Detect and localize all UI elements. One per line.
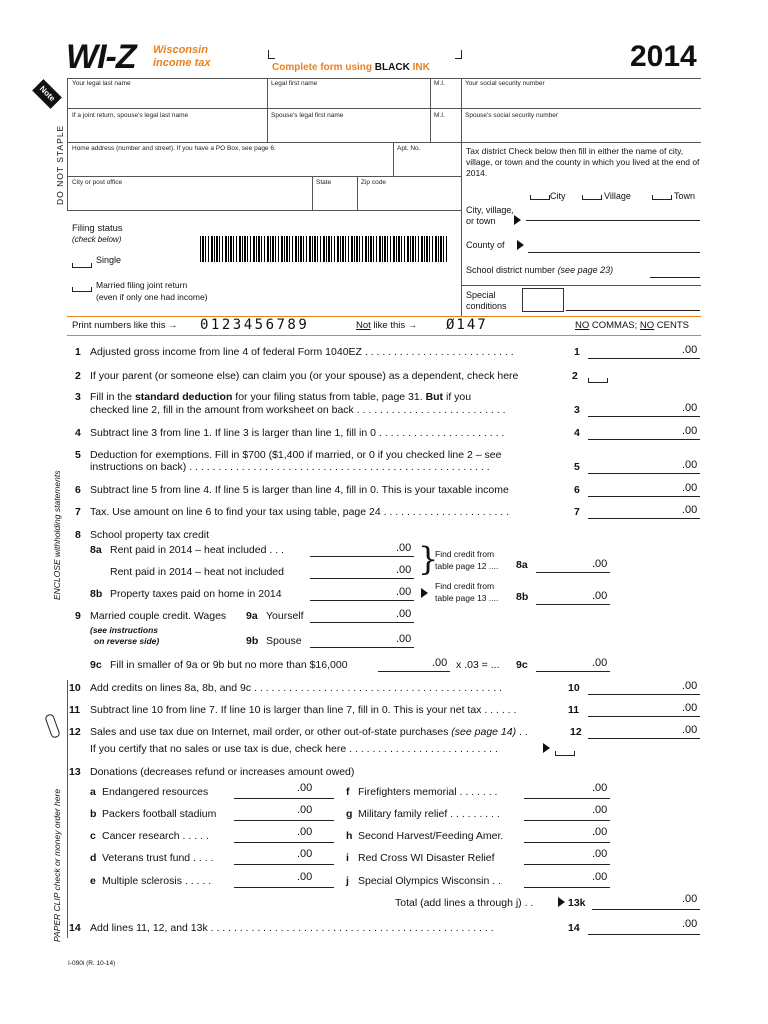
line-9a-text: Yourself — [266, 610, 304, 622]
apt-label: Apt. No. — [397, 145, 421, 152]
grid-top — [67, 78, 701, 79]
line-3-text — [90, 391, 471, 403]
line-12-text-main: Sales and use tax due on Internet, mail order, or other out-of-state purchases — [90, 726, 449, 738]
state-label: State — [316, 179, 332, 186]
village-checkbox[interactable] — [582, 195, 602, 200]
line-2-number: 2 — [75, 370, 81, 382]
donation-d-amount[interactable] — [234, 864, 334, 865]
your-first-name-field[interactable] — [268, 88, 429, 107]
donation-e-cents: .00 — [297, 871, 313, 883]
donation-b-letter: b — [90, 808, 97, 820]
line-10-ref: 10 — [568, 682, 580, 694]
line-6-text: Subtract line 5 from line 4. If line 5 is larger than line 4, fill in 0. This is your taxable income — [90, 484, 509, 496]
line-8a-find-1: Find credit from — [435, 549, 495, 559]
line-8b-credit-amount[interactable] — [536, 604, 610, 605]
line-8-number: 8 — [75, 529, 81, 541]
line-8b-label: 8b — [90, 588, 103, 600]
line-1-amount[interactable] — [588, 358, 700, 359]
line-3-bold: standard deduction — [134, 391, 233, 403]
grid-row5 — [67, 210, 461, 211]
donation-d-letter: d — [90, 852, 97, 864]
tax-year: 2014 — [630, 40, 697, 73]
donation-f-cents: .00 — [592, 782, 608, 794]
county-arrow-icon — [517, 240, 524, 250]
grid-col-ssn — [461, 78, 462, 316]
home-address-label: Home address (number and street). If you have a PO Box, see page 6. — [72, 145, 276, 152]
line-9-text: Married couple credit. Wages — [90, 610, 227, 622]
your-mi-label: M.I. — [434, 80, 445, 87]
line-8a-brace-icon: } — [418, 540, 439, 578]
line-12-ref: 12 — [570, 726, 582, 738]
enclose-withholding: ENCLOSE withholding statements — [52, 470, 62, 600]
line-7-ref: 7 — [574, 506, 580, 518]
line-3-text-b: for your filing status from table, page 31. — [232, 391, 426, 403]
spouse-first-name-label: Spouse's legal first name — [271, 112, 344, 119]
line-8a-2-text: Rent paid in 2014 – heat not included — [110, 566, 284, 578]
line-5-amount[interactable] — [588, 473, 700, 474]
line-12-number: 12 — [69, 726, 81, 738]
grid-row3 — [67, 142, 461, 143]
line-12-certify-checkbox[interactable] — [555, 751, 575, 756]
no-word-1: NO — [575, 320, 590, 331]
line-13k-arrow-icon — [558, 897, 565, 907]
donation-j-label: Special Olympics Wisconsin . . — [358, 875, 501, 887]
line-1-cents: .00 — [682, 344, 698, 356]
not-like-text: like this → — [370, 320, 418, 331]
special-conditions-label-2: conditions — [466, 301, 507, 311]
line-3-number: 3 — [75, 391, 81, 403]
line-5-text: Deduction for exemptions. Fill in $700 ($1,400 if married, or 0 if you checked line 2 – see — [90, 449, 502, 461]
bad-sample: Ø147 — [446, 317, 488, 333]
your-ssn-label: Your social security number — [465, 80, 545, 87]
cvt-field[interactable] — [526, 220, 700, 221]
line-8b-arrow-icon — [421, 588, 428, 598]
line-6-cents: .00 — [682, 482, 698, 494]
line-7-number: 7 — [75, 506, 81, 518]
line-9c-multiplier: x .03 = ... — [456, 659, 500, 671]
paper-clip-icon — [44, 713, 61, 739]
barcode — [200, 236, 448, 262]
line-8a-heat-included-cents: .00 — [396, 542, 412, 554]
donation-b-amount[interactable] — [234, 820, 334, 821]
line-7-amount[interactable] — [588, 518, 700, 519]
line-11-number: 11 — [69, 704, 81, 716]
line-12-certify-text: If you certify that no sales or use tax is due, check here . . . . . . . . . . . . . . . . . . . . . . . . . . — [90, 743, 498, 755]
line-3-ref: 3 — [574, 404, 580, 416]
grid-col-apt — [393, 142, 394, 176]
line-9c-label: 9c — [90, 659, 102, 671]
commas-word: COMMAS; — [589, 320, 640, 331]
county-field[interactable] — [528, 252, 700, 253]
line-14-number: 14 — [69, 922, 81, 934]
note-tag-text: Note — [37, 84, 57, 104]
line-12-amount[interactable] — [588, 738, 700, 739]
your-last-name-label: Your legal last name — [72, 80, 131, 87]
line-11-ref: 11 — [568, 704, 580, 716]
line-13k-amount[interactable] — [592, 909, 700, 910]
line-8a-heat-not-included-amount[interactable] — [310, 578, 414, 579]
line-13k-cents: .00 — [682, 893, 698, 905]
donation-j-cents: .00 — [592, 871, 608, 883]
donation-h-amount[interactable] — [524, 842, 610, 843]
not-like-label — [356, 320, 417, 331]
line-5-number: 5 — [75, 449, 81, 461]
spouse-mi-label: M.I. — [434, 112, 445, 119]
donation-a-label: Endangered resources — [102, 786, 209, 798]
line-4-ref: 4 — [574, 427, 580, 439]
line-8b-text: Property taxes paid on home in 2014 — [110, 588, 282, 600]
line-7-text: Tax. Use amount on line 6 to find your tax using table, page 24 . . . . . . . . . . . . . . . . . . . . . . — [90, 506, 510, 518]
line-9-see-2: on reverse side) — [94, 636, 160, 646]
line-5-text-2: instructions on back) . . . . . . . . . . . . . . . . . . . . . . . . . . . . . . . . . . . . . . . . . . . . . . . . . . . . — [90, 461, 490, 473]
donation-j-letter: j — [346, 875, 349, 887]
line-6-number: 6 — [75, 484, 81, 496]
line-5-cents: .00 — [682, 459, 698, 471]
line-10-cents: .00 — [682, 680, 698, 692]
print-sample: 0123456789 — [200, 317, 310, 333]
form-code: I-090i (R. 10-14) — [68, 960, 116, 967]
line-8b-find-1: Find credit from — [435, 581, 495, 591]
village-option-label: Village — [604, 191, 631, 201]
line-2-checkbox[interactable] — [588, 378, 608, 383]
donation-h-letter: h — [346, 830, 353, 842]
school-district-text: School district number — [466, 265, 556, 275]
line-8a-heat-not-included-cents: .00 — [396, 564, 412, 576]
donation-i-amount[interactable] — [524, 864, 610, 865]
line-14-ref: 14 — [568, 922, 580, 934]
your-first-name-label: Legal first name — [271, 80, 318, 87]
line-12-arrow-icon — [543, 743, 550, 753]
donation-c-label: Cancer research . . . . . — [102, 830, 209, 842]
donation-i-letter: i — [346, 852, 349, 864]
mfj-checkbox[interactable] — [72, 287, 92, 292]
agency-line2: income tax — [153, 57, 211, 69]
grid-right-row3 — [461, 142, 701, 143]
line-9b-text: Spouse — [266, 635, 302, 647]
donation-h-label: Second Harvest/Feeding Amer. — [358, 830, 504, 842]
line-7-cents: .00 — [682, 504, 698, 516]
line-9c-credit-amount[interactable] — [536, 671, 610, 672]
line-12-cents: .00 — [682, 724, 698, 736]
line-10-number: 10 — [69, 682, 81, 694]
line-1-ref: 1 — [574, 346, 580, 358]
city-checkbox[interactable] — [530, 195, 550, 200]
line-3-text-a: Fill in the — [90, 391, 135, 403]
donation-e-letter: e — [90, 875, 96, 887]
filing-status-label: Filing status — [72, 223, 123, 234]
grid-special-top — [461, 285, 701, 286]
grid-col-zip — [357, 176, 358, 210]
line-9c-wages-cents: .00 — [432, 657, 448, 669]
line-9a-label: 9a — [246, 610, 258, 622]
line-9c-credit-cents: .00 — [592, 657, 608, 669]
line-14-text: Add lines 11, 12, and 13k . . . . . . . . . . . . . . . . . . . . . . . . . . . . . . . . . . . . . . . . . . . . . . . . . — [90, 922, 494, 934]
county-label: County of — [466, 240, 505, 250]
cvt-label-2: or town — [466, 216, 496, 226]
line-14-amount[interactable] — [588, 934, 700, 935]
line-4-amount[interactable] — [588, 439, 700, 440]
line-13-text: Donations (decreases refund or increases amount owed) — [90, 766, 355, 778]
line-3-text-2: checked line 2, fill in the amount from worksheet on back . . . . . . . . . . . . . . . . . . . . . . . . . . — [90, 404, 506, 416]
donation-a-cents: .00 — [297, 782, 313, 794]
donation-d-cents: .00 — [297, 848, 313, 860]
note-tag — [32, 79, 62, 109]
zip-label: Zip code — [361, 179, 386, 186]
city-option-label: City — [550, 191, 566, 201]
city-label: City or post office — [72, 179, 123, 186]
line-8a-text: Rent paid in 2014 – heat included . . . — [110, 544, 284, 556]
line-13k-text: Total (add lines a through j) . . — [395, 897, 534, 909]
line-8b-property-tax-cents: .00 — [396, 586, 412, 598]
line-1-text: Adjusted gross income from line 4 of federal Form 1040EZ . . . . . . . . . . . . . . . . . . . . . . . . . . — [90, 346, 514, 358]
donation-f-letter: f — [346, 786, 350, 798]
no-commas-label — [575, 320, 689, 331]
ink-prefix: Complete form using — [272, 62, 373, 73]
line-3-cents: .00 — [682, 402, 698, 414]
cents-word: CENTS — [654, 320, 690, 331]
town-option-label: Town — [674, 191, 696, 201]
donation-g-amount[interactable] — [524, 820, 610, 821]
line-9c-wages-amount[interactable] — [378, 671, 450, 672]
line-12-text — [90, 726, 528, 738]
donation-j-amount[interactable] — [524, 887, 610, 888]
line-8a-credit-cents: .00 — [592, 558, 608, 570]
print-like-label: Print numbers like this → — [72, 320, 178, 331]
line-14-cents: .00 — [682, 918, 698, 930]
line-11-amount[interactable] — [588, 716, 700, 717]
line-9b-cents: .00 — [396, 633, 412, 645]
cvt-label-1: City, village, — [466, 205, 514, 215]
donation-b-cents: .00 — [297, 804, 313, 816]
line-12-dots: . . — [516, 726, 528, 738]
line-6-amount[interactable] — [588, 496, 700, 497]
donation-a-amount[interactable] — [234, 798, 334, 799]
line-9a-amount[interactable] — [310, 622, 414, 623]
line-8a-ref: 8a — [516, 559, 528, 571]
donation-c-amount[interactable] — [234, 842, 334, 843]
donation-a-letter: a — [90, 786, 96, 798]
corner-mark-left — [268, 50, 275, 59]
line-4-number: 4 — [75, 427, 81, 439]
agency-line1: Wisconsin — [153, 44, 208, 56]
paper-clip-label: PAPER CLIP check or money order here — [52, 788, 62, 942]
mfj-label-2: (even if only one had income) — [96, 292, 208, 302]
line-9b-amount[interactable] — [310, 647, 414, 648]
your-ssn-field[interactable] — [462, 88, 700, 107]
tax-district-text: Tax district Check below then fill in either the name of city, village, or town and the county in which you lived at the end of 2014. — [466, 146, 700, 178]
line-4-cents: .00 — [682, 425, 698, 437]
line-8a-find-2: table page 12 .... — [435, 561, 499, 571]
line-3-but: But — [425, 391, 444, 403]
line-8b-find-2: table page 13 .... — [435, 593, 499, 603]
your-last-name-field[interactable] — [68, 88, 266, 107]
line-8a-label: 8a — [90, 544, 102, 556]
school-district-ref: (see page 23) — [557, 265, 614, 275]
donation-i-label: Red Cross WI Disaster Relief — [358, 852, 495, 864]
corner-mark-right — [455, 50, 462, 59]
donation-g-letter: g — [346, 808, 353, 820]
grid-row2 — [67, 108, 701, 109]
ink-instruction — [272, 62, 430, 73]
line-13k-ref: 13k — [568, 897, 586, 909]
line-3-text-c: if you — [443, 391, 472, 403]
section-left-rule — [67, 680, 68, 938]
donation-i-cents: .00 — [592, 848, 608, 860]
form-id: WI-Z — [66, 38, 136, 76]
donation-d-label: Veterans trust fund . . . . — [102, 852, 214, 864]
school-district-label — [466, 265, 613, 275]
donation-b-label: Packers football stadium — [102, 808, 217, 820]
line-9-number: 9 — [75, 610, 81, 622]
grid-col-mi — [430, 78, 431, 142]
line-9a-cents: .00 — [396, 608, 412, 620]
line-10-amount[interactable] — [588, 694, 700, 695]
line-8b-property-tax-amount[interactable] — [310, 600, 414, 601]
donation-e-amount[interactable] — [234, 887, 334, 888]
line-11-text: Subtract line 10 from line 7. If line 10 is larger than line 7, fill in 0. This is your net tax . . . . . . — [90, 704, 517, 716]
grid-row4 — [67, 176, 461, 177]
donation-f-label: Firefighters memorial . . . . . . . — [358, 786, 498, 798]
line-8b-ref: 8b — [516, 591, 529, 603]
line-2-ref: 2 — [572, 370, 578, 382]
check-below-label: (check below) — [72, 235, 122, 244]
no-word-2: NO — [639, 320, 655, 331]
spouse-last-name-label: If a joint return, spouse's legal last name — [72, 112, 189, 119]
line-12-see-ref: (see page 14) — [451, 726, 517, 738]
donation-h-cents: .00 — [592, 826, 608, 838]
line-8a-heat-included-amount[interactable] — [310, 556, 414, 557]
donation-g-label: Military family relief . . . . . . . . . — [358, 808, 500, 820]
donation-c-letter: c — [90, 830, 96, 842]
school-district-field[interactable] — [650, 277, 700, 278]
mfj-label: Married filing joint return — [96, 280, 188, 290]
line-9c-text: Fill in smaller of 9a or 9b but no more than $16,000 — [110, 659, 348, 671]
line-8b-credit-cents: .00 — [592, 590, 608, 602]
single-checkbox[interactable] — [72, 263, 92, 268]
donation-e-label: Multiple sclerosis . . . . . — [102, 875, 212, 887]
line-8-text: School property tax credit — [90, 529, 210, 541]
cvt-arrow-icon — [514, 215, 521, 225]
line-10-text: Add credits on lines 8a, 8b, and 9c . . . . . . . . . . . . . . . . . . . . . . . . . . . . . . . . . . . . . . . . . . . — [90, 682, 502, 694]
donation-g-cents: .00 — [592, 804, 608, 816]
town-checkbox[interactable] — [652, 195, 672, 200]
line-2-text: If your parent (or someone else) can claim you (or your spouse) as a dependent, check here — [90, 370, 519, 382]
line-1-number: 1 — [75, 346, 81, 358]
not-word: Not — [356, 320, 371, 331]
line-8a-credit-amount[interactable] — [536, 572, 610, 573]
donation-f-amount[interactable] — [524, 798, 610, 799]
grid-col-state — [312, 176, 313, 210]
line-9c-ref: 9c — [516, 659, 528, 671]
ink-suffix: INK — [412, 62, 430, 73]
ink-black: BLACK — [374, 62, 410, 73]
line-5-ref: 5 — [574, 461, 580, 473]
line-9b-label: 9b — [246, 635, 259, 647]
spouse-ssn-label: Spouse's social security number — [465, 112, 559, 119]
line-4-text: Subtract line 3 from line 1. If line 3 is larger than line 1, fill in 0 . . . . . . . . . . . . . . . . . . . . . . — [90, 427, 505, 439]
line-11-cents: .00 — [682, 702, 698, 714]
special-conditions-field[interactable] — [566, 310, 700, 311]
line-13-number: 13 — [69, 766, 81, 778]
line-3-amount[interactable] — [588, 416, 700, 417]
line-9-see-1: (see instructions — [90, 625, 159, 635]
special-conditions-box[interactable] — [522, 288, 564, 312]
special-conditions-label-1: Special — [466, 290, 496, 300]
single-label: Single — [96, 255, 122, 265]
do-not-staple: DO NOT STAPLE — [55, 124, 65, 205]
donation-c-cents: .00 — [297, 826, 313, 838]
line-6-ref: 6 — [574, 484, 580, 496]
